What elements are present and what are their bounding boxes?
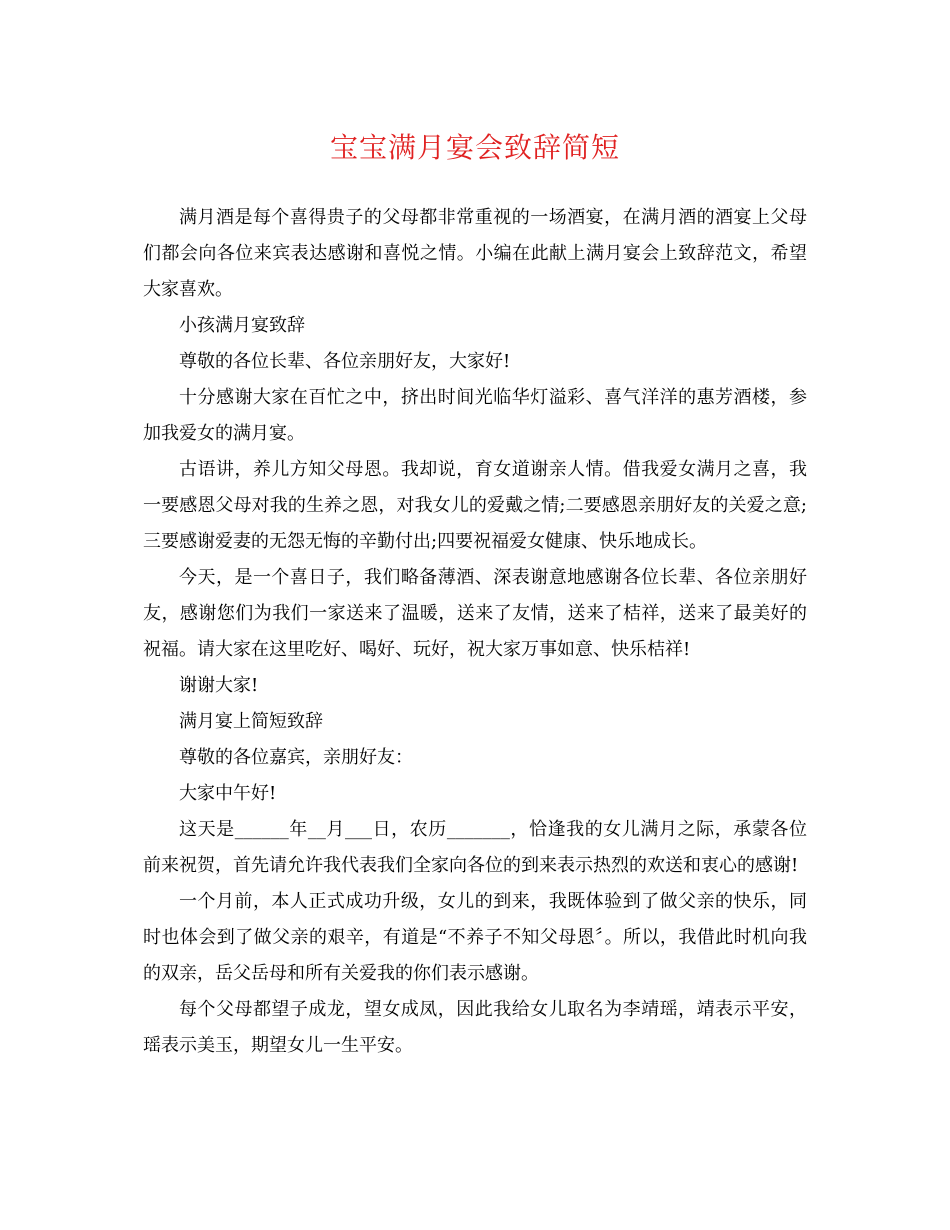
- paragraph-greeting: 尊敬的各位长辈、各位亲朋好友，大家好!: [179, 351, 511, 372]
- paragraph: 今天，是一个喜日子，我们略备薄酒、深表谢意地感谢各位长辈、各位亲朋好友，感谢您们为我们一家送来了温暖，送来了友情，送来了桔祥，送来了最美好的祝福。请大家在这里吃好、喝好、玩好，祝大家万事如意、快乐桔祥!: [143, 567, 807, 660]
- document-title: 宝宝满月宴会致辞简短: [329, 131, 620, 164]
- paragraph: 十分感谢大家在百忙之中，挤出时间光临华灯溢彩、喜气洋洋的惠芳酒楼，参加我爱女的满月宴。: [143, 387, 807, 444]
- paragraph-intro: 满月酒是每个喜得贵子的父母都非常重视的一场酒宴，在满月酒的酒宴上父母们都会向各位来宾表达感谢和喜悦之情。小编在此献上满月宴会上致辞范文，希望大家喜欢。: [143, 207, 807, 300]
- paragraph-salutation: 尊敬的各位嘉宾，亲朋好友：: [179, 747, 413, 768]
- paragraph-greeting: 大家中午好!: [179, 783, 277, 804]
- paragraph: 这天是______年__月___日，农历_______，恰逢我的女儿满月之际，承蒙各位前来祝贺，首先请允许我代表我们全家向各位的到来表示热烈的欢送和衷心的感谢!: [143, 819, 807, 876]
- paragraph: 一个月前，本人正式成功升级，女儿的到来，我既体验到了做父亲的快乐，同时也体会到了做父亲的艰辛，有道是“不养子不知父母恩〞。所以，我借此时机向我的双亲，岳父岳母和所有关爱我的你们表示感谢。: [143, 891, 807, 984]
- section-heading-2: 满月宴上简短致辞: [179, 711, 323, 732]
- document-body: [143, 200, 807, 1064]
- paragraph: 古语讲，养儿方知父母恩。我却说，育女道谢亲人情。借我爱女满月之喜，我一要感恩父母对我的生养之恩，对我女儿的爱戴之情;二要感恩亲朋好友的关爱之意;三要感谢爱妻的无怨无悔的辛勤付出;四要祝福爱女健康、快乐地成长。: [143, 459, 807, 552]
- section-heading-1: 小孩满月宴致辞: [179, 315, 305, 336]
- paragraph: 每个父母都望子成龙，望女成凤，因此我给女儿取名为李靖瑶，靖表示平安，瑶表示美玉，期望女儿一生平安。: [143, 999, 807, 1056]
- paragraph-thanks: 谢谢大家!: [179, 675, 259, 696]
